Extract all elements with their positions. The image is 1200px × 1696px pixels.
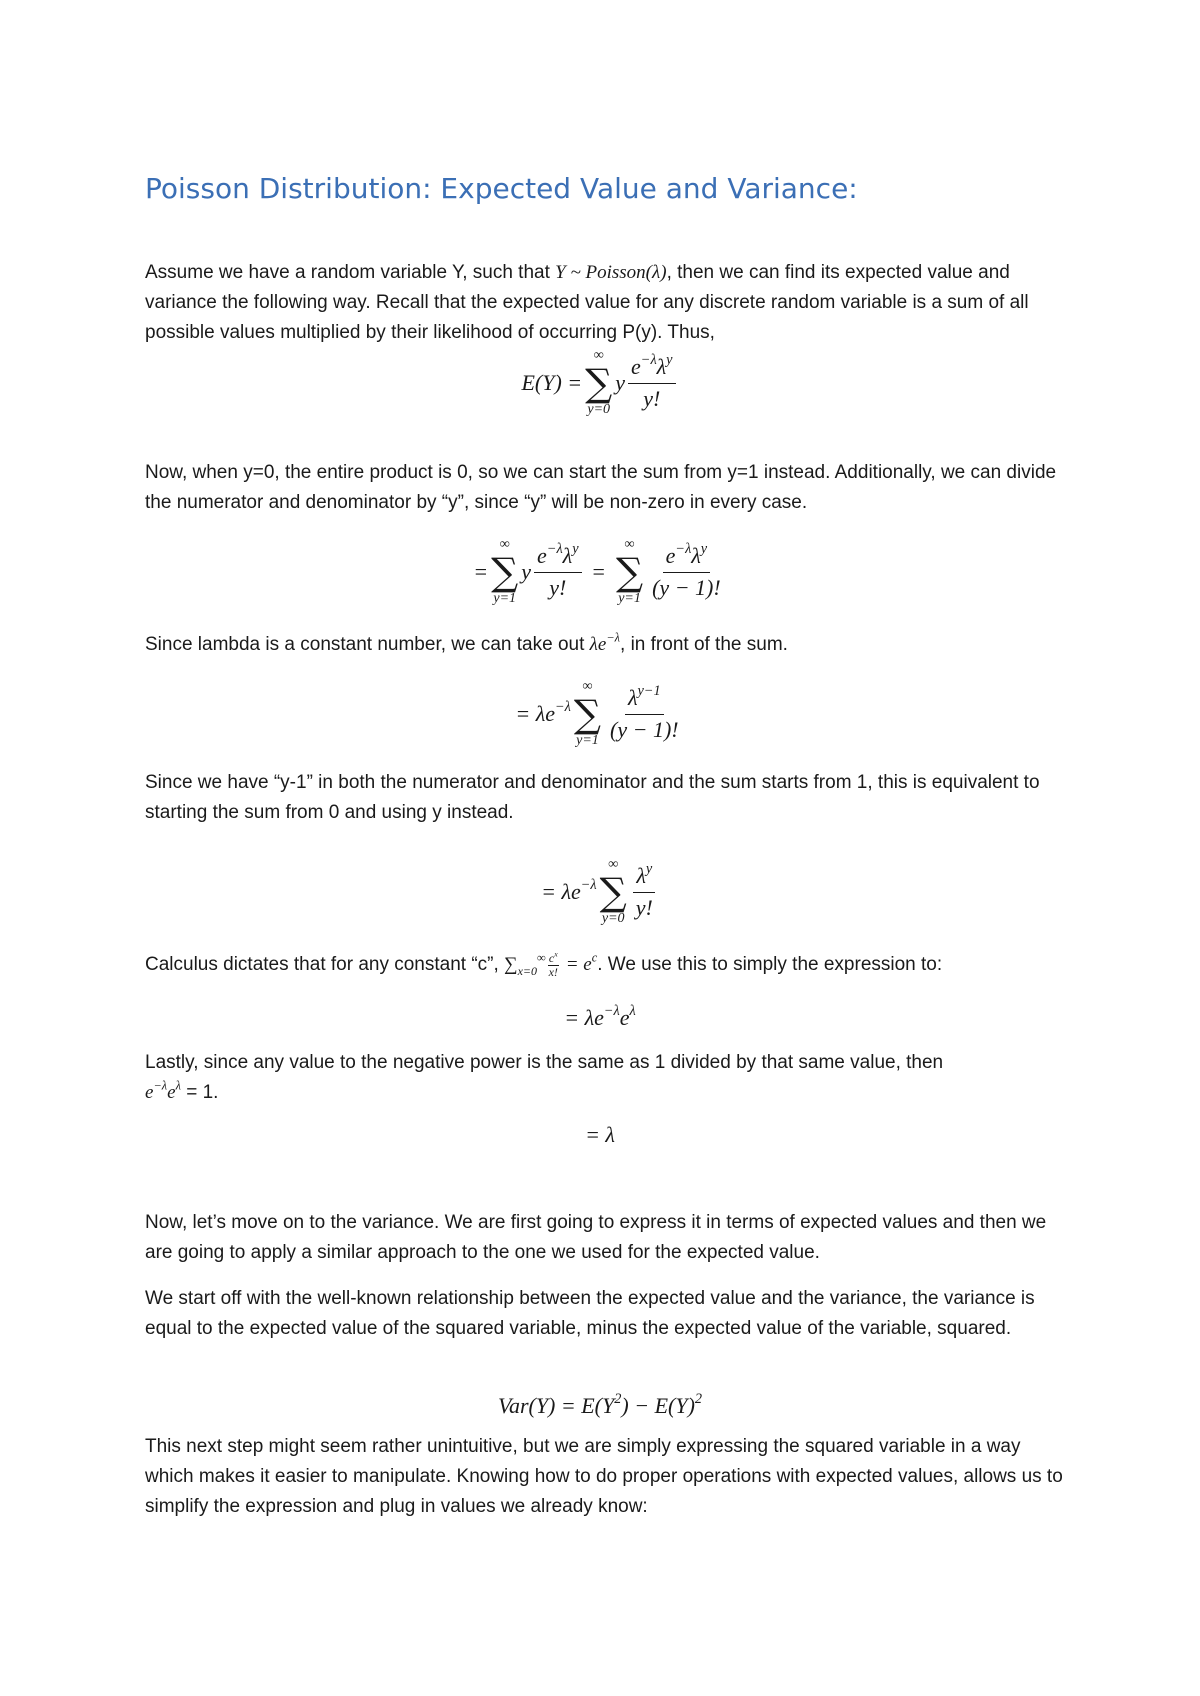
paragraph-next-step: This next step might seem rather unintuitive, but we are simply expressing the squared variable in a way which makes it easier to manipulate. Knowing how to do proper operations with expected values, allows us to simplify the expression and plug in values we already know: [145, 1436, 1063, 1517]
fraction: $\frac{\lambda^y}{y!}$ [633, 863, 656, 921]
equation-shift-index: = ∞ ∑ y=1 y $\frac{e^{-\lambda}\lambda^y}{y!}$ = ∞ ∑ y=1 $\frac{e^{-\lambda}\lambda^y}{(y - 1)!}$ [0, 528, 1200, 616]
paragraph-lastly: Lastly, since any value to the negative power is the same as 1 divided by that same value, then $e^{-\lambda}e^\lambda = 1$. [145, 1052, 944, 1103]
summation: ∞ ∑ y=1 [615, 537, 644, 606]
fraction: $\frac{e^{-\lambda}\lambda^y}{y!}$ [628, 354, 676, 412]
inline-math-series: $\sum_{x=0}^\infty$ $\frac{c^x}{x!}$ = $e^c$ [504, 949, 598, 980]
inline-math-poisson: Y ~ Poisson(λ) [555, 262, 667, 283]
equation-expected-value: E(Y) = ∞ ∑ y=0 y $\frac{e^{-\lambda}\lambda^y}{y!}$ [0, 338, 1200, 428]
equation-reindexed: = $\lambda e^{-\lambda}$ ∞ ∑ y=0 $\frac{\lambda^y}{y!}$ [0, 848, 1200, 936]
summation: ∞ ∑ y=1 [573, 679, 602, 748]
summation: ∞ ∑ y=0 [585, 348, 613, 417]
fraction: $\frac{\lambda^{y-1}}{(y - 1)!}$ [610, 683, 679, 742]
paragraph-sum-from-one: Now, when y=0, the entire product is 0, so we can start the sum from y=1 instead. Additionally, we can divide the numerator and denominator by “y”, since “y” will be non-zero in every case. [145, 462, 1057, 513]
summation: ∞ ∑ y=1 [491, 537, 519, 606]
summation: ∞ ∑ y=0 [599, 857, 627, 926]
paragraph-calculus: Calculus dictates that for any constant “c”, $\sum_{x=0}^\infty$ $\frac{c^x}{x!}$ = $e^c$. We use this to simply the expression to: [145, 949, 943, 980]
paragraph-variance-relationship: We start off with the well-known relationship between the expected value and the variance, the variance is equal to the expected value of the squared variable, minus the expected value of the variable, squared. [145, 1288, 1035, 1339]
equation-simplified: = $\lambda e^{-\lambda}e^\lambda$ [564, 1003, 636, 1030]
equation-factor-out: = $\lambda e^{-\lambda}$ ∞ ∑ y=1 $\frac{\lambda^{y-1}}{(y - 1)!}$ [0, 670, 1200, 758]
fraction: $\frac{e^{-\lambda}\lambda^y}{(y - 1)!}$ [652, 541, 721, 600]
paragraph-reindex: Since we have “y-1” in both the numerator and denominator and the sum starts from 1, this is equivalent to starting the sum from 0 and using y instead. [145, 772, 1040, 823]
paragraph-constant: Since lambda is a constant number, we can take out $\lambda e^{-\lambda}$, in front of the sum. [145, 630, 788, 655]
paragraph-intro: Assume we have a random variable Y, such that Y ~ Poisson(λ), then we can find its expected value and variance the following way. Recall that the expected value for any discrete random variable is a sum of all possible values multiplied by their likelihood of occurring P(y). Thus, [145, 262, 1029, 343]
equation-result-lambda: = λ [585, 1122, 615, 1147]
paragraph-variance-intro: Now, let’s move on to the variance. We are first going to express it in terms of expected values and then we are going to apply a similar approach to the one we used for the expected value. [145, 1212, 1047, 1263]
fraction: $\frac{e^{-\lambda}\lambda^y}{y!}$ [534, 543, 582, 601]
page-title: Poisson Distribution: Expected Value and Variance: [145, 172, 858, 205]
equation-variance: $Var(Y) = E(Y^2) - E(Y)^2$ [497, 1391, 703, 1418]
